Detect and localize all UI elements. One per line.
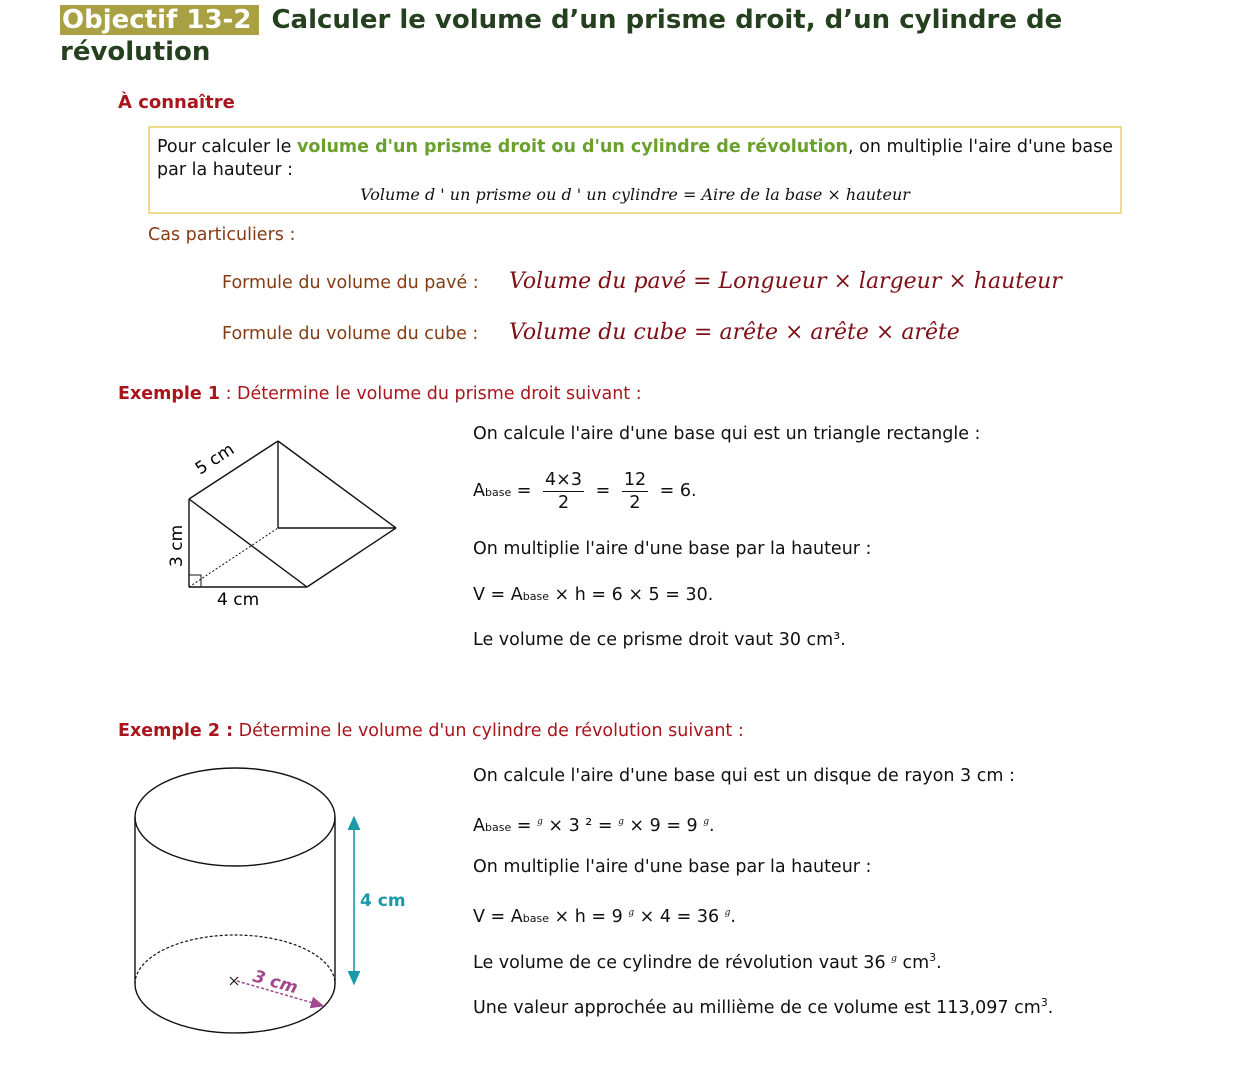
ex2-approx: Une valeur approchée au millième de ce volume est 113,097 $cm^3$. (473, 996, 1054, 1018)
ex1-result: Le volume de ce prisme droit vaut 30 cm³. (473, 630, 846, 650)
page-title (60, 4, 1180, 68)
prism-label-4cm: 4 cm (217, 590, 260, 610)
fraction-1: $\frac{4\times 3}{2}$ (545, 469, 582, 513)
prism-figure (150, 430, 420, 615)
ex1-abase-line: Abase = $\frac{4\times 3}{2}$ = $\frac{12}{2}$ = 6. (473, 469, 697, 513)
prism-edge (307, 528, 396, 587)
ex1-volume-line: V = Abase × h = 6 × 5 = 30. (473, 585, 714, 605)
rule-highlight: volume d'un prisme droit ou d'un cylindre de révolution (297, 137, 849, 157)
radius-label: 3 cm (250, 966, 300, 999)
cylinder-figure (125, 760, 425, 1045)
ex2-line1: On calcule l'aire d'une base qui est un disque de rayon 3 cm : (473, 766, 1015, 786)
cylinder-bottom-back (135, 935, 335, 984)
pave-label: Formule du volume du pavé : (222, 273, 479, 293)
pi-symbol: g (628, 908, 635, 918)
cube-label: Formule du volume du cube : (222, 324, 479, 344)
rule-formula: Volume d ' un prisme ou d ' un cylindre = Aire de la base × hauteur (360, 185, 910, 204)
cylinder-bottom-front (135, 984, 335, 1033)
special-cases-label: Cas particuliers : (148, 225, 296, 245)
fraction-2: $\frac{12}{2}$ (623, 469, 647, 513)
example1-title: Exemple 1 : Détermine le volume du prisme droit suivant : (118, 384, 642, 404)
pi-symbol: g (891, 954, 897, 964)
center-mark (230, 977, 238, 985)
objective-title: Calculer le volume d’un prisme droit, d’un cylindre de révolution (60, 5, 1063, 67)
pi-symbol: g (537, 817, 543, 827)
ex2-line3: On multiplie l'aire d'une base par la hauteur : (473, 857, 872, 877)
prism-edge (278, 441, 396, 528)
pi-symbol: g (724, 908, 731, 918)
ex1-line1: On calcule l'aire d'une base qui est un triangle rectangle : (473, 424, 981, 444)
pave-formula: Volume du pavé = Longueur × largeur × hauteur (509, 269, 1062, 294)
ex1-line3: On multiplie l'aire d'une base par la hauteur : (473, 539, 872, 559)
pi-symbol: g (618, 817, 624, 827)
prism-label-5cm: 5 cm (191, 439, 239, 480)
rule-box (148, 126, 1122, 214)
prism-label-3cm: 3 cm (167, 524, 187, 567)
example2-title: Exemple 2 : Détermine le volume d'un cylindre de révolution suivant : (118, 721, 744, 741)
rule-text: Pour calculer le volume d'un prisme droit ou d'un cylindre de révolution, on multiplie l'aire d'une base par la hauteur : (157, 137, 1113, 180)
prism-hidden-edge (189, 528, 278, 587)
prism-edge (189, 499, 307, 587)
objective-badge: Objectif 13-2 (60, 5, 259, 35)
right-angle-mark (189, 575, 201, 587)
pi-symbol: g (703, 817, 710, 827)
cylinder-top-ellipse (135, 768, 335, 866)
ex2-volume-line: V = Abase × h = 9 $^g$ × 4 = 36 $^g$. (473, 906, 736, 927)
ex2-result: Le volume de ce cylindre de révolution vaut 36 $^g$ $cm^3$. (473, 951, 942, 973)
section-know-heading: À connaître (118, 92, 235, 113)
ex2-abase-line: Abase = $^g$ × 3 ² = $^g$ × 9 = 9 $^g$. (473, 815, 715, 836)
height-label: 4 cm (360, 891, 406, 911)
cube-formula: Volume du cube = arête × arête × arête (509, 320, 960, 345)
